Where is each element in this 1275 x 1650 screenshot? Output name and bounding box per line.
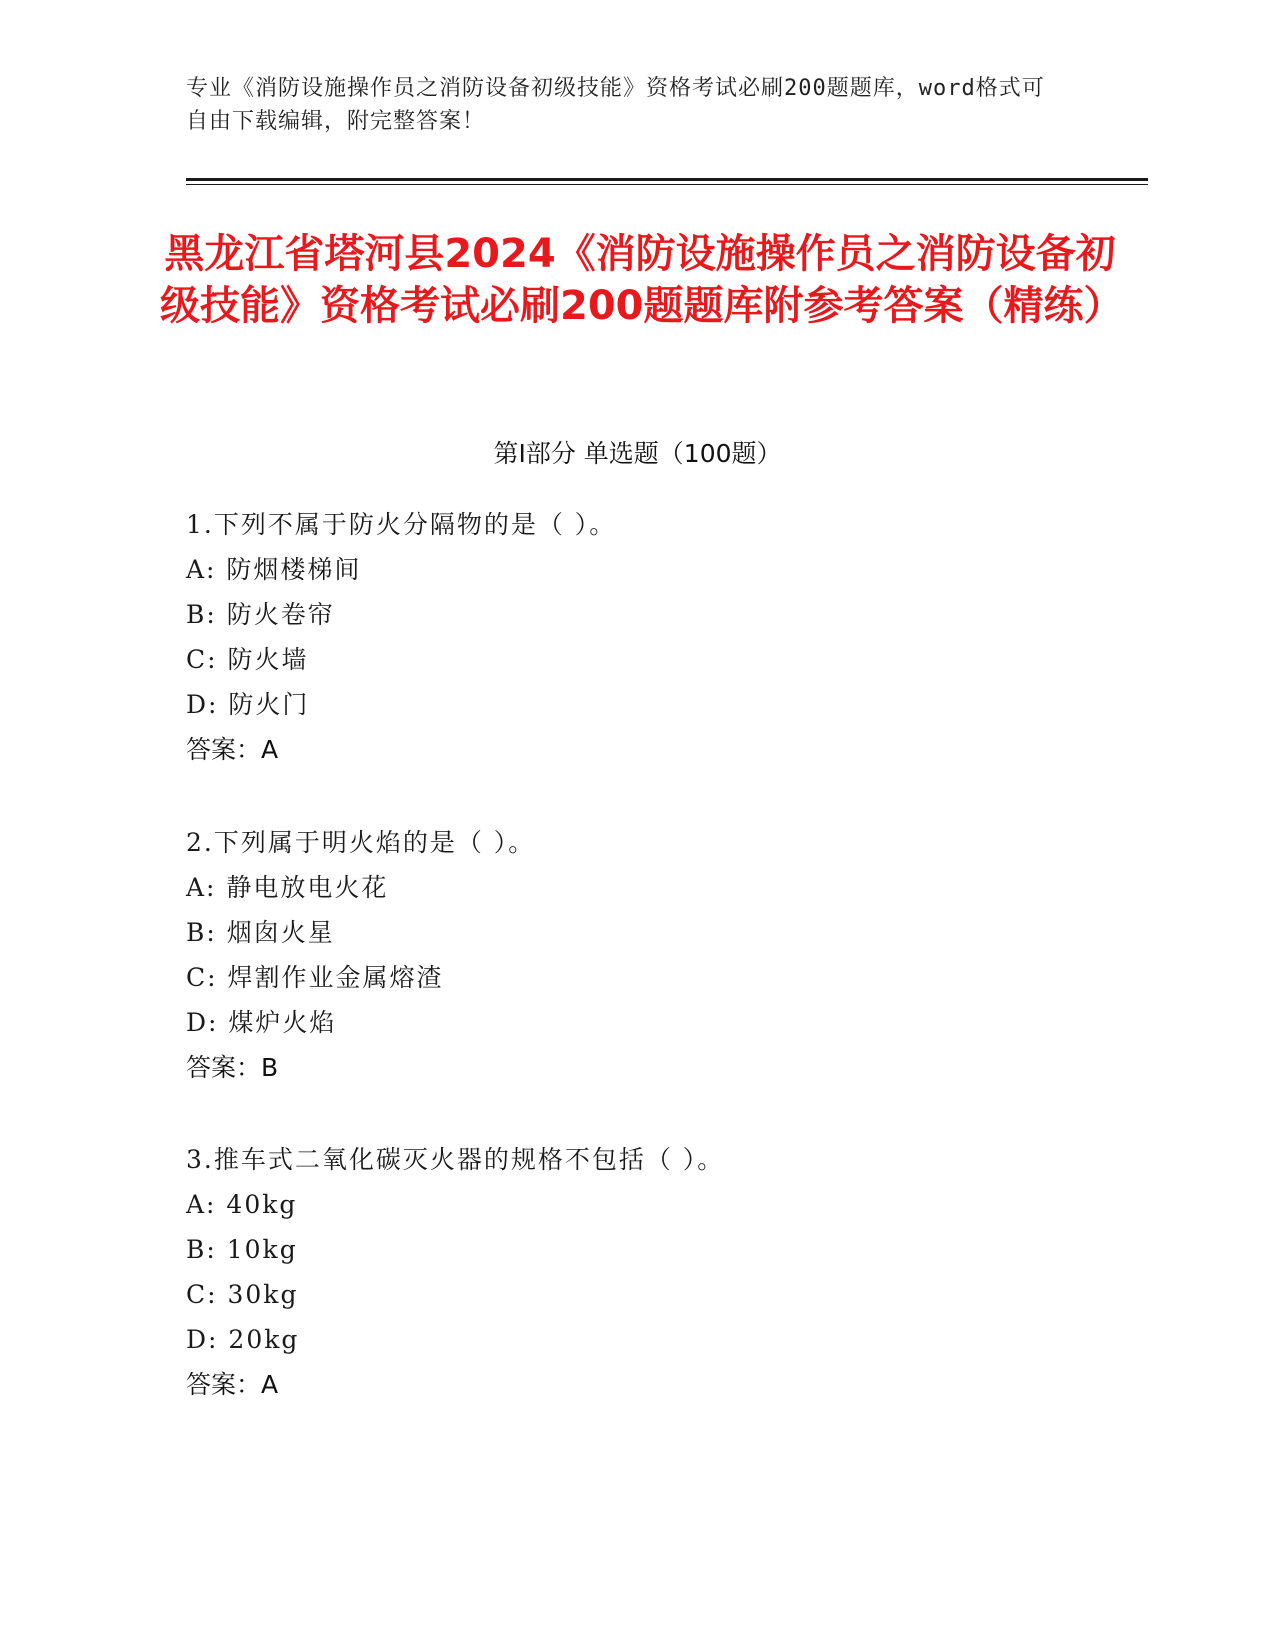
answer: 答案：B: [186, 1053, 279, 1082]
question-stem: 2.下列属于明火焰的是（ ）。: [186, 828, 536, 857]
header-divider-thin: [186, 184, 1148, 185]
question-stem: 3.推车式二氧化碳灭火器的规格不包括（ ）。: [186, 1145, 725, 1174]
option-d: D: 煤炉火焰: [186, 1008, 337, 1037]
option-b: B: 10kg: [186, 1235, 298, 1264]
option-b: B: 烟囱火星: [186, 918, 335, 947]
option-c: C: 防火墙: [186, 645, 309, 674]
option-d: D: 20kg: [186, 1325, 300, 1354]
question-3: [186, 1137, 1086, 1407]
header-note: 专业《消防设施操作员之消防设备初级技能》资格考试必刷200题题库，word格式可自由下载编辑，附完整答案！: [186, 76, 1045, 134]
answer: 答案：A: [186, 1370, 279, 1399]
header-divider-thick: [186, 178, 1148, 181]
question-stem: 1.下列不属于防火分隔物的是（ ）。: [186, 510, 617, 539]
option-c: C: 焊割作业金属熔渣: [186, 963, 444, 992]
document-title: 黑龙江省塔河县2024《消防设施操作员之消防设备初级技能》资格考试必刷200题题库附参考答案（精练）: [160, 231, 1124, 329]
option-b: B: 防火卷帘: [186, 600, 335, 629]
option-a: A: 静电放电火花: [186, 873, 389, 902]
question-2: [186, 820, 1086, 1090]
option-d: D: 防火门: [186, 690, 310, 719]
section-title: 第Ⅰ部分 单选题（100题）: [493, 439, 782, 468]
answer: 答案：A: [186, 735, 279, 764]
question-1: [186, 502, 1086, 772]
option-a: A: 防烟楼梯间: [186, 555, 362, 584]
option-c: C: 30kg: [186, 1280, 299, 1309]
option-a: A: 40kg: [186, 1190, 298, 1219]
